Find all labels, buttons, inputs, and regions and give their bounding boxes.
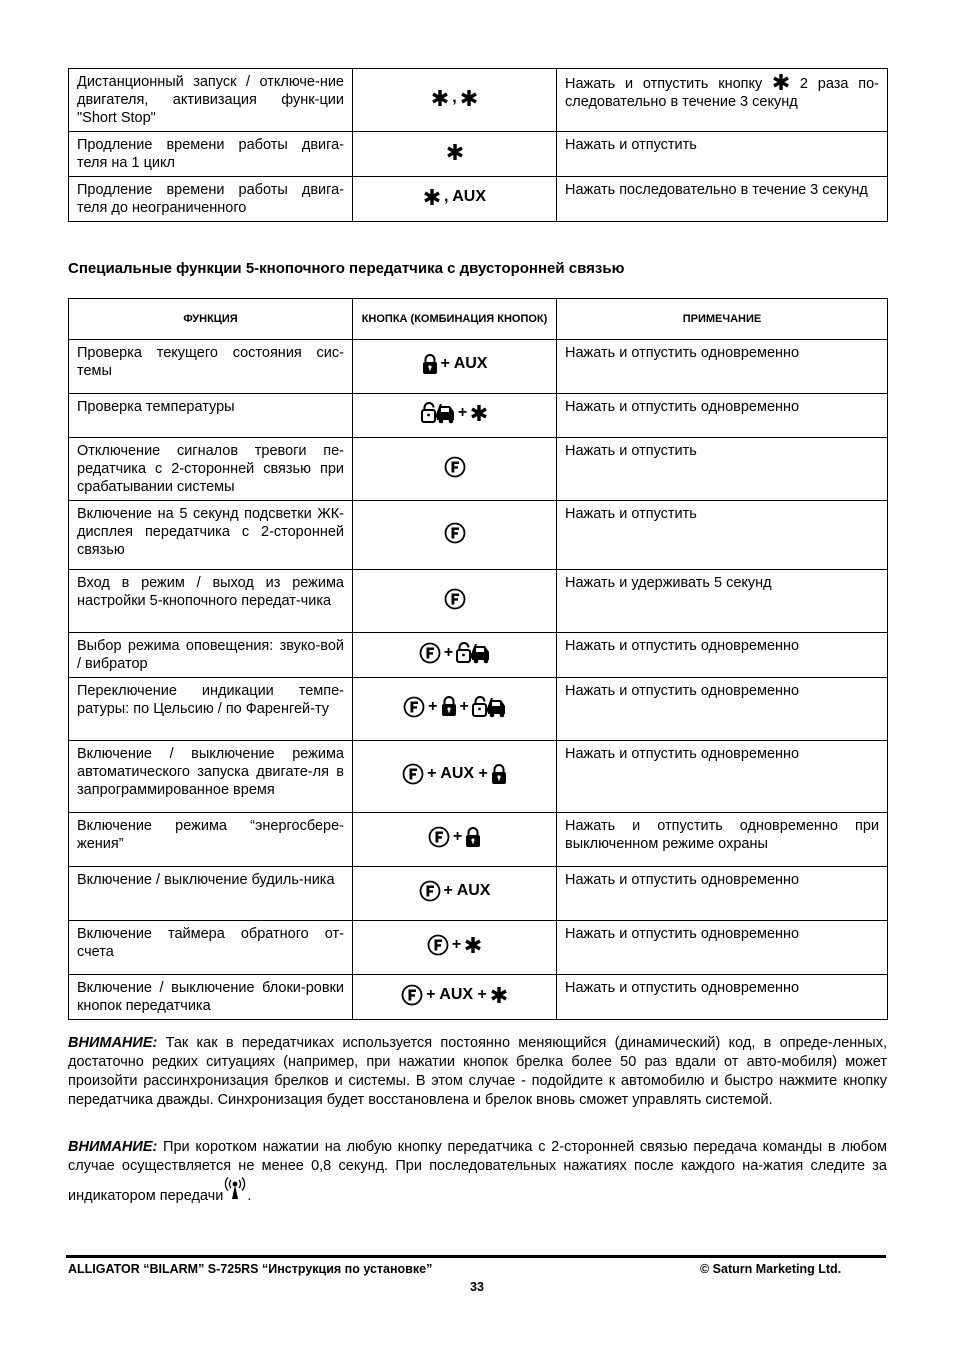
function-cell: Выбор режима оповещения: звуко-вой / вибратор — [69, 633, 353, 678]
button-cell — [353, 69, 557, 132]
table-row — [69, 132, 888, 177]
top-function-table — [68, 68, 888, 222]
function-cell: Вход в режим / выход из режима настройки 5-кнопочного передат-чика — [69, 570, 353, 633]
note-cell: Нажать и отпустить — [557, 132, 888, 177]
f-button-icon — [402, 763, 424, 785]
lock-icon — [465, 827, 481, 848]
f-button-icon — [401, 984, 423, 1006]
section-title: Специальные функции 5-кнопочного передатчика с двусторонней связью — [68, 260, 625, 277]
note-cell: Нажать и отпустить — [557, 501, 888, 570]
table-row — [69, 741, 888, 813]
button-cell — [353, 438, 557, 501]
function-cell: Переключение индикации темпе-ратуры: по Цельсию / по Фаренгей-ту — [69, 678, 353, 741]
button-cell — [353, 570, 557, 633]
button-cell — [353, 394, 557, 438]
table-row — [69, 975, 888, 1020]
plus-label: + — [451, 936, 462, 953]
button-cell — [353, 177, 557, 222]
special-function-table — [68, 298, 888, 1020]
button-cell — [353, 741, 557, 813]
footer-divider — [66, 1255, 886, 1258]
note-cell: Нажать и отпустить одновременно — [557, 975, 888, 1020]
star-icon — [470, 404, 488, 422]
button-cell — [353, 501, 557, 570]
column-header-function: ФУНКЦИЯ — [69, 299, 353, 340]
star-icon — [446, 143, 464, 161]
table-row — [69, 501, 888, 570]
f-button-icon — [419, 880, 441, 902]
note-cell: Нажать и отпустить одновременно при выключенном режиме охраны — [557, 813, 888, 867]
notice-text: Так как в передатчиках используется постоянно меняющийся (динамический) код, в опреде-ленных, достаточно редких ситуациях (например, при нажатии кнопок брелка более 50 раз вдали от авто-мобиля) может произойти рассинхронизация брелков и системы. В этом случае - подойдите к автомобилю и быстро нажмите кнопку передатчика дважды. Синхронизация будет восстановлена и брелок вновь сможет управлять системой. — [68, 1035, 887, 1108]
f-button-icon — [419, 642, 441, 664]
lock-unlock-car-icon — [421, 402, 455, 424]
star-icon — [772, 73, 790, 91]
table-row — [69, 438, 888, 501]
table-row — [69, 340, 888, 394]
plus-label: + — [459, 697, 469, 715]
note-cell: Нажать и отпустить одновременно — [557, 340, 888, 394]
lock-icon — [441, 696, 457, 717]
star-icon — [431, 89, 449, 107]
notice-lead: ВНИМАНИЕ: — [68, 1139, 158, 1155]
button-cell — [353, 340, 557, 394]
column-header-note: ПРИМЕЧАНИЕ — [557, 299, 888, 340]
function-cell: Включение на 5 секунд подсветки ЖК-дисплея передатчика с 2-сторонней связью — [69, 501, 353, 570]
note-cell: Нажать и отпустить одновременно — [557, 741, 888, 813]
function-cell: Дистанционный запуск / отключе-ние двигателя, активизация функ-ции "Short Stop" — [69, 69, 353, 132]
table-row — [69, 394, 888, 438]
function-cell: Включение / выключение блоки-ровки кнопок передатчика — [69, 975, 353, 1020]
table-row — [69, 177, 888, 222]
note-text: 2 раза по-следовательно в течение 3 секунд — [565, 76, 879, 110]
lock-icon — [422, 354, 438, 375]
function-cell: Проверка температуры — [69, 394, 353, 438]
table-row — [69, 570, 888, 633]
notice-text: При коротком нажатии на любую кнопку передатчика с 2-сторонней связью передача команды в любом случае осуществляется не менее 0,8 секунд. При последовательных нажатиях после каждого на-жатия следите за индикатором передачи — [68, 1139, 887, 1204]
f-button-icon — [444, 522, 466, 544]
f-button-icon — [428, 826, 450, 848]
function-cell: Включение режима “энергосбере-жения” — [69, 813, 353, 867]
antenna-icon — [223, 1176, 247, 1200]
star-icon — [423, 188, 441, 206]
notice-paragraph-1 — [68, 1034, 887, 1110]
button-label: , AUX — [443, 187, 487, 205]
button-cell — [353, 867, 557, 921]
table-row — [69, 678, 888, 741]
plus-label: + — [443, 643, 454, 661]
lock-unlock-car-icon — [456, 642, 490, 664]
button-cell — [353, 813, 557, 867]
note-cell: Нажать и отпустить одновременно — [557, 678, 888, 741]
lock-icon — [491, 764, 507, 785]
table-row — [69, 633, 888, 678]
table-row — [69, 813, 888, 867]
function-cell: Включение / выключение будиль-ника — [69, 867, 353, 921]
note-cell: Нажать и отпустить — [557, 438, 888, 501]
note-cell: Нажать и удерживать 5 секунд — [557, 570, 888, 633]
function-cell: Отключение сигналов тревоги пе-редатчика с 2-сторонней связью при срабатывании системы — [69, 438, 353, 501]
function-cell: Продление времени работы двига-теля на 1 цикл — [69, 132, 353, 177]
notice-lead: ВНИМАНИЕ: — [68, 1035, 158, 1051]
note-cell: Нажать и отпустить одновременно — [557, 921, 888, 975]
button-cell — [353, 921, 557, 975]
note-cell: Нажать и отпустить одновременно — [557, 867, 888, 921]
function-cell: Включение / выключение режима автоматического запуска двигате-ля в запрограммированное время — [69, 741, 353, 813]
button-label: + AUX + — [426, 985, 487, 1003]
star-icon — [460, 89, 478, 107]
comma-separator: , — [452, 88, 457, 106]
plus-label: + — [457, 404, 468, 421]
table-header-row — [69, 299, 888, 340]
footer-copyright: © Saturn Marketing Ltd. — [700, 1262, 842, 1276]
lock-unlock-car-icon — [472, 696, 506, 718]
f-button-icon — [444, 456, 466, 478]
note-text: Нажать и отпустить кнопку — [565, 76, 763, 92]
note-cell: Нажать и отпустить одновременно — [557, 394, 888, 438]
button-cell — [353, 633, 557, 678]
note-cell: Нажать последовательно в течение 3 секунд — [557, 177, 888, 222]
table-row — [69, 867, 888, 921]
button-label: + AUX — [440, 355, 488, 372]
function-cell: Проверка текущего состояния сис-темы — [69, 340, 353, 394]
f-button-icon — [444, 588, 466, 610]
footer-title: ALLIGATOR “BILARM” S-725RS “Инструкция по установке” — [68, 1262, 433, 1276]
table-row — [69, 921, 888, 975]
function-cell: Включение таймера обратного от-счета — [69, 921, 353, 975]
table-row — [69, 69, 888, 132]
button-label: + AUX + — [427, 765, 488, 782]
button-cell — [353, 975, 557, 1020]
column-header-button: КНОПКА (КОМБИНАЦИЯ КНОПОК) — [353, 299, 557, 340]
f-button-icon — [427, 934, 449, 956]
notice-paragraph-2 — [68, 1138, 887, 1206]
f-button-icon — [403, 696, 425, 718]
note-cell: Нажать и отпустить одновременно — [557, 633, 888, 678]
function-cell: Продление времени работы двига-теля до неограниченного — [69, 177, 353, 222]
plus-label: + — [428, 697, 438, 715]
button-cell — [353, 132, 557, 177]
star-icon — [490, 986, 508, 1004]
button-label: + AUX — [443, 882, 491, 899]
notice-end: . — [247, 1188, 252, 1204]
note-cell — [557, 69, 888, 132]
star-icon — [464, 936, 482, 954]
button-cell — [353, 678, 557, 741]
plus-label: + — [452, 828, 463, 845]
page-number: 33 — [470, 1280, 484, 1294]
